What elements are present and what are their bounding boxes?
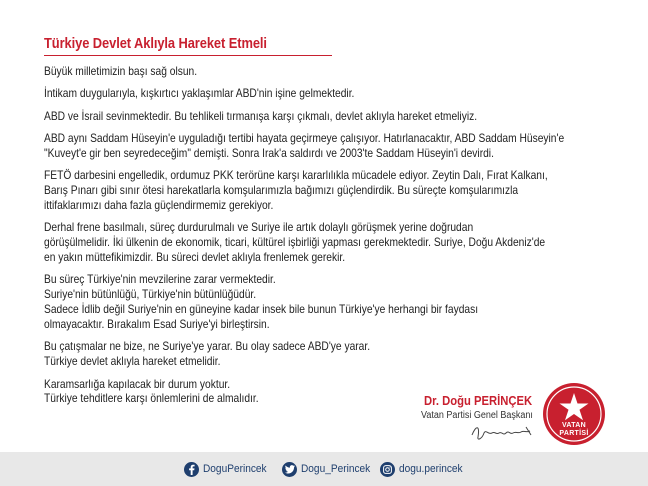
twitter-icon [282, 462, 297, 477]
paragraph-7 [44, 272, 608, 332]
text-line: Büyük milletimizin başı sağ olsun. [44, 64, 198, 78]
text-line: Karamsarlığa kapılacak bir durum yoktur. [44, 376, 231, 391]
signatory-role: Vatan Partisi Genel Başkanı [421, 410, 533, 421]
text-line: olmayacaktır. Bırakalım Esad Suriye'yi birleştirsin. [44, 317, 270, 332]
title-underline [44, 55, 332, 56]
instagram-handle: dogu.perincek [399, 463, 463, 475]
statement-title: Türkiye Devlet Aklıyla Hareket Etmeli [44, 35, 267, 52]
facebook-handle: DoguPerincek [203, 463, 267, 475]
text-line: Suriye'nin bütünlüğü, Türkiye'nin bütünlüğüdür. [44, 287, 257, 302]
paragraph-2 [44, 86, 608, 101]
text-line: Türkiye devlet aklıyla hareket etmelidir. [44, 354, 221, 369]
paragraph-3 [44, 109, 608, 124]
paragraph-8 [44, 339, 608, 369]
text-line: Sadece İdlib değil Suriye'nin en güneyine kadar insek bile bunun Türkiye'ye herhangi bir faydası [44, 302, 479, 317]
text-line: en yakın müttefikimizdir. Bu süreci devlet aklıyla frenlemek gerekir. [44, 250, 346, 265]
text-line: Bu çatışmalar ne bize, ne Suriye'ye yarar. Bu olay sadece ABD'ye yarar. [44, 339, 371, 354]
handwritten-signature [468, 421, 538, 443]
text-line: ittifaklarımızı daha fazla güçlendirmemiz gerekiyor. [44, 197, 274, 212]
text-line: Türkiye tehditlere karşı önlemlerini de almalıdır. [44, 391, 259, 406]
text-line: FETÖ darbesini engelledik, ordumuz PKK terörüne karşı kararlılıkla mücadele ediyor. Zeytin Dalı, Fırat Kalkanı, [44, 168, 548, 183]
logo-text [542, 422, 606, 437]
text-line: Derhal frene basılmalı, süreç durdurulmalı ve Suriye ile artık dolaylı görüşmek yerine doğrudan [44, 220, 474, 235]
signatory-name: Dr. Doğu PERİNÇEK [424, 394, 533, 408]
text-line: Bu süreç Türkiye'nin mevzilerine zarar vermektedir. [44, 272, 276, 287]
social-link-instagram[interactable] [380, 460, 468, 478]
paragraph-6 [44, 220, 608, 265]
paragraph-5 [44, 168, 608, 213]
social-link-facebook[interactable] [184, 460, 272, 478]
paragraph-4 [44, 131, 608, 161]
statement-body [44, 64, 608, 414]
text-line: İntikam duygularıyla, kışkırtıcı yaklaşımlar ABD'nin işine gelmektedir. [44, 86, 355, 101]
instagram-icon [380, 462, 395, 477]
text-line: "Kuveyt'e gir ben seyredeceğim" demişti. Sonra Irak'a saldırdı ve 2003'te Saddam Hüseyin'i devirdi. [44, 145, 494, 160]
facebook-icon [184, 462, 199, 477]
social-link-twitter[interactable] [282, 460, 376, 478]
paragraph-1 [44, 64, 608, 79]
vatan-partisi-logo [542, 382, 606, 446]
text-line: ABD ve İsrail sevinmektedir. Bu tehlikeli tırmanışa karşı çıkmalı, devlet aklıyla hareket etmeliyiz. [44, 108, 478, 123]
logo-line-1: VATAN [561, 422, 587, 429]
logo-line-2: PARTİSİ [559, 429, 589, 437]
text-line: görüşülmelidir. İki ülkenin de ekonomik, ticari, kültürel işbirliği yapması gerekmektedir. Suriye, Doğu Akdeniz'de [44, 235, 546, 250]
twitter-handle: Dogu_Perincek [301, 463, 371, 475]
text-line: ABD aynı Saddam Hüseyin'e uyguladığı tertibi hayata geçirmeye çalışıyor. Hatırlanacaktır, ABD Saddam Hüseyin'e [44, 130, 565, 145]
text-line: Barış Pınarı gibi sınır ötesi harekatlarla komşularımızla bağımızı güçlendirdik. Bu süreçte komşularımızla [44, 183, 519, 197]
